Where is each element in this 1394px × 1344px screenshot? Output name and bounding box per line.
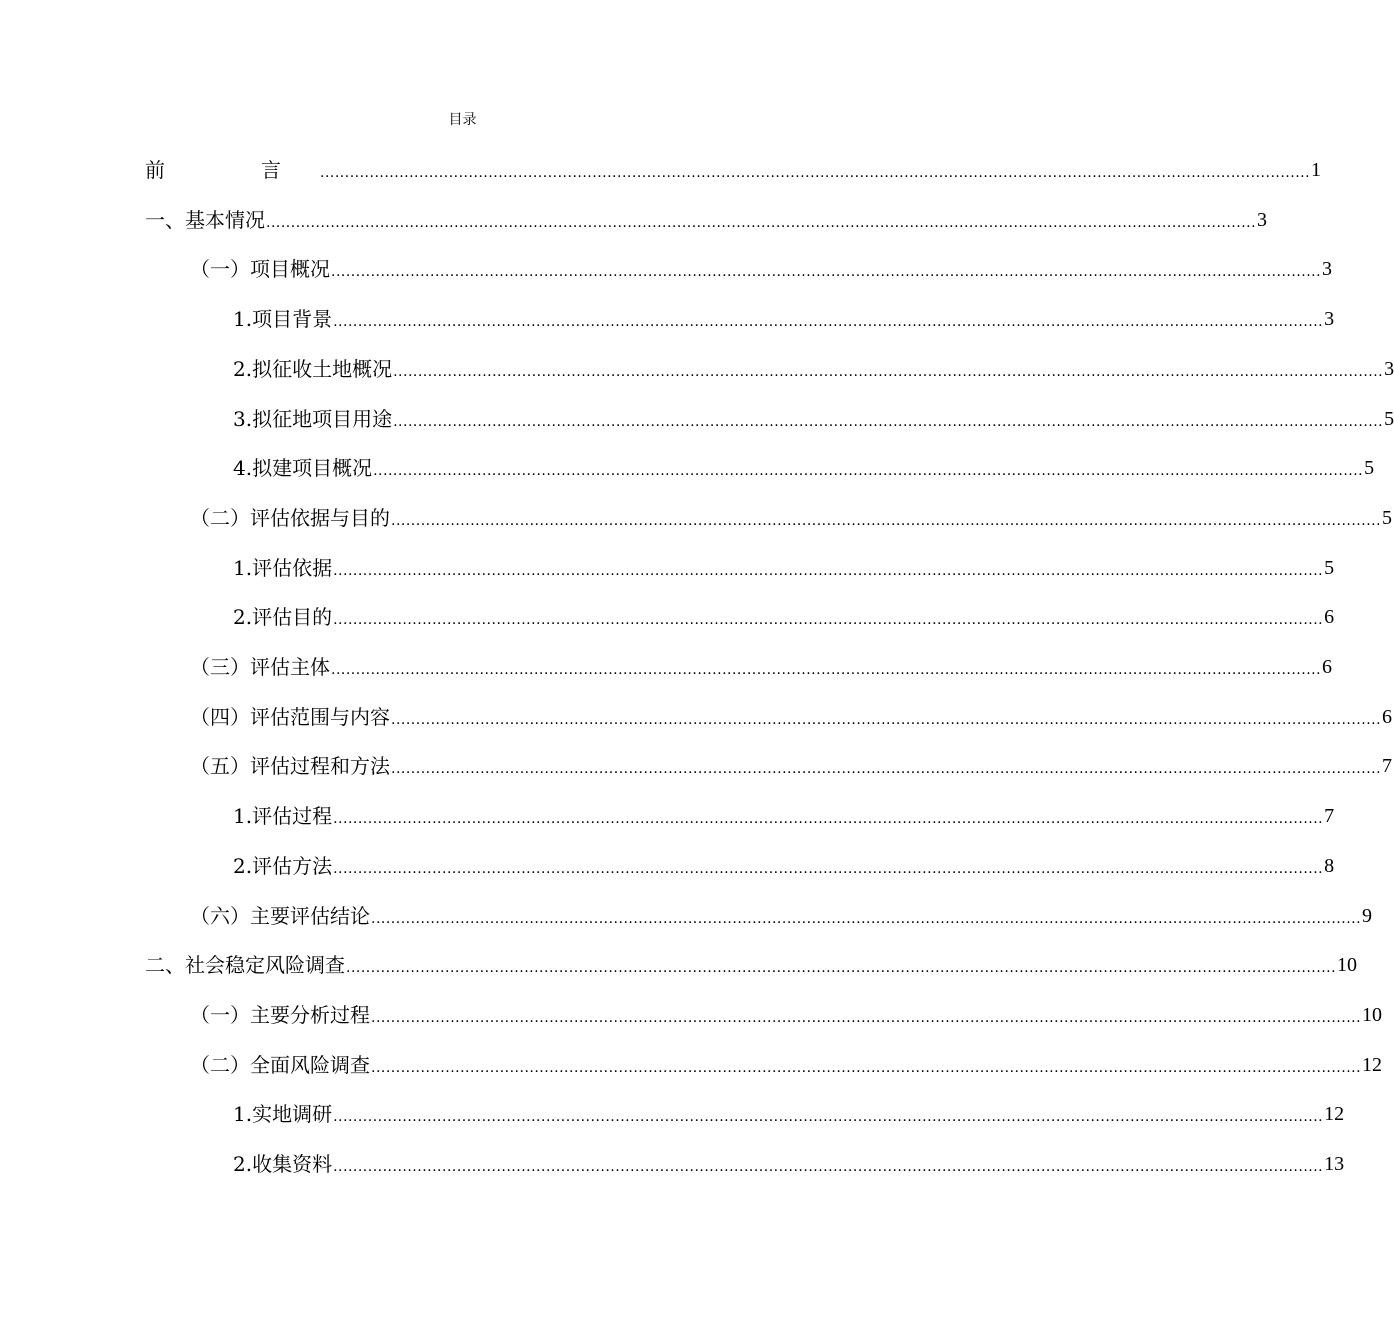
toc-entry[interactable] [233,301,1335,337]
toc-dot-leader: ........................................................................................................................................................................................................ [393,413,1384,430]
toc-entry-title: 一、基本情况 [145,207,265,232]
toc-entry-title: 2.拟征收土地概况 [233,356,393,381]
toc-entry[interactable] [190,1047,1383,1083]
toc-entry-title: 1.评估依据 [233,555,333,580]
toc-dot-leader: ........................................................................................................................................................................................................ [393,363,1384,380]
toc-entry-page-number: 13 [1324,1153,1345,1175]
toc-entry[interactable] [190,997,1383,1033]
toc-entry-page-number: 8 [1324,854,1335,877]
toc-entry-title: （四）评估范围与内容 [190,704,390,729]
toc-entry-page-number: 10 [1337,954,1358,977]
toc-dot-leader: ........................................................................................................................................................................................................ [333,562,1324,579]
toc-entry-page-number: 5 [1384,407,1394,430]
toc-dot-leader: ........................................................................................................................................................................................................ [331,662,1322,678]
toc-dot-leader: ........................................................................................................................................................................................................ [371,910,1362,927]
toc-entry-page-number: 3 [1324,308,1335,331]
toc-entry-page-number: 9 [1362,904,1373,927]
toc-entry-title: 4.拟建项目概况 [233,456,373,481]
toc-entry-title: 2.评估目的 [233,605,333,630]
toc-dot-leader: ........................................................................................................................................................................................................ [371,1059,1362,1076]
toc-entry-title: （一）主要分析过程 [190,1002,370,1027]
toc-entry-page-number: 5 [1364,457,1375,480]
toc-entry-page-number: 3 [1384,357,1394,380]
toc-entry-title: 2.评估方法 [233,853,333,878]
toc-entry-page-number: 6 [1322,656,1333,678]
toc-entry[interactable] [233,1096,1345,1132]
toc-entry[interactable] [233,848,1335,884]
toc-entry-title: 前 言 [145,158,319,182]
toc-entry-title: （三）评估主体 [190,655,330,679]
toc-entry-title: （一）项目概况 [190,257,330,282]
toc-dot-leader: ........................................................................................................................................................................................................ [333,1159,1324,1175]
toc-dot-leader: ........................................................................................................................................................................................................ [346,960,1337,977]
toc-entry-title: 2.收集资料 [233,1152,333,1176]
toc-entry[interactable] [233,351,1394,387]
toc-entry[interactable] [190,251,1333,287]
toc-entry-title: 二、社会稳定风险调查 [145,953,345,978]
toc-entry-title: 1.评估过程 [233,804,333,829]
toc-entry[interactable] [190,500,1393,536]
toc-dot-leader: ........................................................................................................................................................................................................ [333,1109,1324,1126]
toc-entry-title: 1.项目背景 [233,307,333,332]
toc-entry-page-number: 3 [1257,208,1268,231]
toc-entry-title: 1.实地调研 [233,1102,333,1127]
toc-entry-page-number: 7 [1324,805,1335,828]
toc-entry[interactable] [190,699,1393,735]
toc-dot-leader: ........................................................................................................................................................................................................ [373,463,1364,480]
toc-entry-title: （二）评估依据与目的 [190,505,390,530]
toc-dot-leader: ........................................................................................................................................................................................................ [333,811,1324,828]
toc-entry-page-number: 5 [1324,556,1335,579]
toc-dot-leader: ........................................................................................................................................................................................................ [320,165,1311,181]
toc-dot-leader: ........................................................................................................................................................................................................ [333,314,1324,331]
toc-entry-title: （六）主要评估结论 [190,903,370,928]
toc-entry[interactable] [233,798,1335,834]
toc-entry-page-number: 12 [1324,1103,1345,1126]
toc-dot-leader: ........................................................................................................................................................................................................ [333,612,1324,629]
toc-entry[interactable] [190,748,1393,784]
toc-entry[interactable] [190,898,1373,934]
toc-entry[interactable] [145,202,1268,238]
toc-entry-page-number: 6 [1324,606,1335,629]
toc-entry-page-number: 7 [1382,755,1393,778]
toc-title: 目录 [448,112,477,128]
toc-entry-title: 3.拟征地项目用途 [233,406,393,431]
toc-entry[interactable] [233,401,1394,437]
toc-entry[interactable] [233,1146,1345,1182]
toc-entry-page-number: 6 [1382,705,1393,728]
toc-entry-page-number: 5 [1382,506,1393,529]
toc-dot-leader: ........................................................................................................................................................................................................ [331,264,1322,281]
toc-entry-title: （二）全面风险调查 [190,1052,370,1077]
toc-entry-page-number: 1 [1311,159,1322,181]
toc-entry-page-number: 12 [1362,1053,1383,1076]
toc-entry[interactable] [190,649,1333,685]
toc-entry[interactable] [233,550,1335,586]
toc-dot-leader: ........................................................................................................................................................................................................ [266,214,1257,231]
toc-entry[interactable] [145,947,1358,983]
toc-entry-page-number: 10 [1362,1003,1383,1026]
toc-dot-leader: ........................................................................................................................................................................................................ [391,711,1382,728]
toc-entry-title: （五）评估过程和方法 [190,754,390,779]
toc-entry-page-number: 3 [1322,258,1333,281]
toc-entry[interactable] [233,599,1335,635]
toc-dot-leader: ........................................................................................................................................................................................................ [391,512,1382,529]
toc-dot-leader: ........................................................................................................................................................................................................ [391,761,1382,778]
toc-entry[interactable] [145,152,1322,188]
toc-dot-leader: ........................................................................................................................................................................................................ [333,860,1324,877]
toc-dot-leader: ........................................................................................................................................................................................................ [371,1009,1362,1026]
toc-entry[interactable] [233,450,1375,486]
